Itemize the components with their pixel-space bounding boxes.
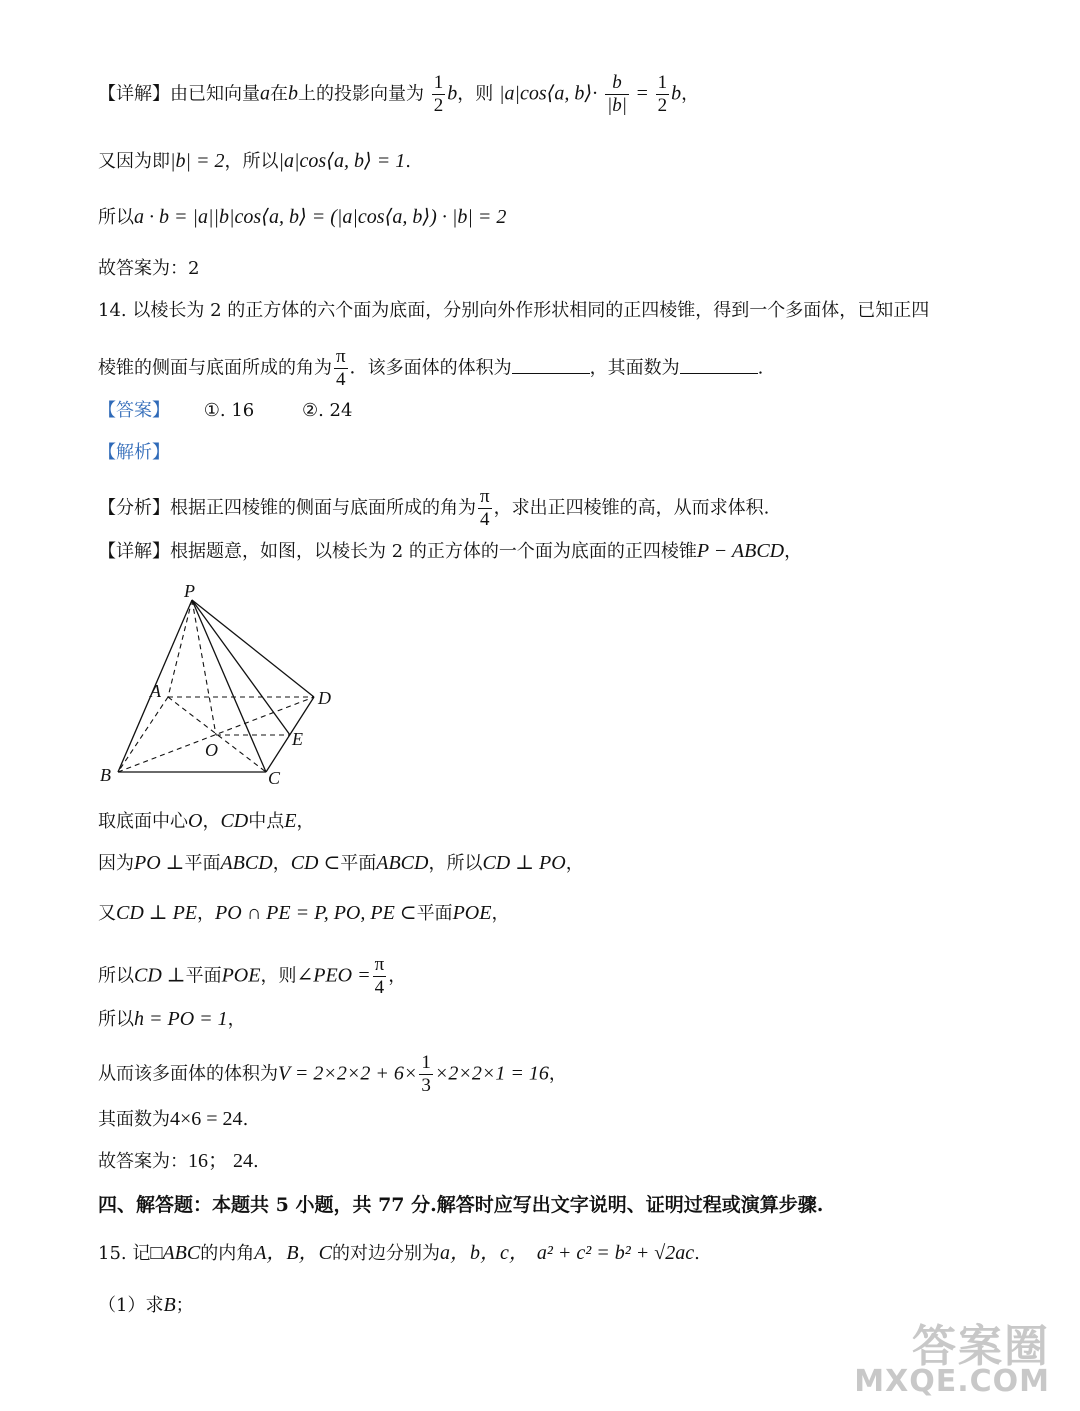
math-expr: B (163, 1294, 176, 1316)
text: 的对边分别为 (332, 1243, 440, 1264)
text: ，所以 (428, 853, 483, 874)
text: ， (202, 811, 221, 832)
math-expr: 16； 24 (188, 1150, 253, 1172)
text: 所以 (98, 965, 134, 987)
text: ，所以 (224, 151, 279, 172)
section-heading: 四、解答题：本题共 5 小题，共 77 分.解答时应写出文字说明、证明过程或演算步骤. (98, 1194, 824, 1216)
fraction: $\frac{1}{2}$ (657, 72, 668, 116)
text: 【详解】由已知向量 (98, 83, 260, 105)
text: 平面 (416, 903, 453, 924)
text: 其面数为 (98, 1109, 170, 1130)
label-O: O (205, 740, 218, 760)
solution-line-5 (98, 1004, 246, 1035)
math-expr: E (284, 810, 297, 832)
text: ， (784, 541, 803, 562)
question-14-line-2 (98, 346, 763, 391)
label-C: C (268, 768, 281, 788)
math-expr: |a|cos⟨a, b⟩· (498, 82, 598, 105)
math-expr: h = PO = 1 (134, 1008, 228, 1030)
label-P: P (184, 581, 195, 601)
math-expr: = (636, 82, 648, 105)
text: ，则 (457, 83, 494, 105)
fraction: $\frac{\pi}{4}$ (336, 346, 346, 390)
solution-line-8 (98, 1146, 259, 1177)
math-expr: 4×6 = 24 (170, 1108, 243, 1130)
solution-line-2 (98, 848, 584, 879)
text: ， (681, 83, 700, 105)
math-expr: CD ⊥ (134, 964, 186, 987)
math-expr: CD ⊥ PO (482, 852, 566, 874)
math-expr: |b| = 2 (170, 150, 225, 172)
answer-line: 故答案为：2 (98, 258, 200, 279)
math-expr: V = 2×2×2 + 6× (278, 1062, 418, 1085)
label-D: D (318, 688, 331, 708)
text: 平面 (184, 853, 221, 874)
solution-line-1 (98, 806, 314, 837)
fraction: $\frac{\pi}{4}$ (374, 954, 385, 998)
text: 棱锥的侧面与底面所成的角为 (98, 357, 332, 379)
text: 【详解】根据题意，如图，以棱长为 2 的正方体的一个面为底面的正四棱锥 (98, 541, 697, 562)
question-15-part-1 (98, 1290, 194, 1321)
detail-line-1 (98, 72, 699, 117)
detail-line-2 (98, 146, 411, 177)
fraction: $\frac{\pi}{4}$ (480, 486, 490, 530)
answer-blank (680, 355, 758, 374)
text: ，则 (260, 965, 297, 987)
pyramid-figure (95, 578, 355, 793)
text: 在 (270, 83, 288, 105)
vector-b: b (288, 82, 298, 105)
watermark-logo: 答案圈 (912, 1321, 1050, 1372)
text: 【分析】根据正四棱锥的侧面与底面所成的角为 (98, 497, 476, 519)
label-A: A (150, 681, 161, 701)
analysis-tag: 【解析】 (98, 442, 170, 463)
math-expr: POE (221, 964, 261, 987)
edge-PO (192, 600, 216, 735)
answer-1: ①. 16 (203, 400, 255, 421)
text: ，其面数为 (589, 357, 680, 379)
text: . (242, 1109, 249, 1130)
question-14-line-1: 14. 以棱长为 2 的正方体的六个面为底面，分别向外作形状相同的正四棱锥，得到一个多面体，已知正四 (98, 300, 930, 321)
vector-b: b (447, 82, 458, 105)
math-expr: POE (452, 902, 492, 924)
edge-PD (192, 600, 314, 697)
text: 因为 (98, 853, 134, 874)
detail-intro (98, 536, 802, 567)
text: 所以 (98, 1009, 134, 1030)
text: ， (388, 965, 407, 987)
text: . (405, 151, 411, 172)
label-E: E (292, 729, 303, 749)
math-expr: CD ⊥ PE (116, 902, 198, 924)
text: 又因为即 (98, 151, 170, 172)
answer-row (98, 396, 352, 426)
math-expr: PO ⊥ (134, 852, 185, 874)
analysis-line (98, 486, 769, 531)
math-expr: □ABC (150, 1242, 201, 1264)
text: 平面 (185, 965, 222, 987)
solution-line-3 (98, 898, 509, 929)
text: ， (548, 1063, 567, 1085)
label-B: B (100, 765, 111, 785)
solution-line-4 (98, 954, 406, 999)
text: . (757, 357, 764, 379)
math-expr: O (188, 810, 203, 832)
math-expr: a² + c² = b² + √2ac (536, 1242, 695, 1264)
math-expr: a，b，c， (440, 1242, 529, 1264)
question-15 (98, 1238, 700, 1269)
math-expr: ABCD (220, 852, 273, 874)
text: . (694, 1243, 700, 1264)
vector-b: b (671, 82, 682, 105)
math-expr: ∠PEO = (296, 964, 371, 987)
text: 又 (98, 903, 116, 924)
math-expr: PO ∩ PE = P, PO, PE ⊂ (215, 902, 417, 924)
text: ，求出正四棱锥的高，从而求体积. (493, 497, 770, 519)
text: . (253, 1151, 259, 1172)
text: ．该多面体的体积为 (349, 357, 512, 379)
math-expr: ABCD (376, 852, 429, 874)
math-expr: ×2×2×1 = 16 (434, 1062, 549, 1085)
answer-tag: 【答案】 (98, 400, 170, 421)
text: （1）求 (98, 1295, 164, 1316)
text: ， (296, 811, 315, 832)
solution-line-6 (98, 1052, 567, 1097)
text: 的内角 (200, 1243, 255, 1264)
math-expr: CD ⊂ (290, 852, 341, 874)
detail-line-3 (98, 202, 506, 233)
text: 中点 (248, 811, 285, 832)
text: 从而该多面体的体积为 (98, 1063, 278, 1085)
text: 平面 (340, 853, 377, 874)
text: 上的投影向量为 (298, 83, 424, 105)
edge-AB (118, 697, 168, 772)
math-expr: a · b = |a||b|cos⟨a, b⟩ = (|a|cos⟨a, b⟩) · |b| = 2 (134, 206, 507, 228)
answer-blank (512, 355, 590, 374)
text: 故答案为： (98, 1151, 188, 1172)
fraction: $\frac{1}{2}$ (433, 72, 444, 116)
fraction: $\frac{1}{3}$ (421, 1052, 431, 1096)
vector-a: a (260, 82, 270, 105)
text: ， (227, 1009, 246, 1030)
watermark-url: MXQE.COM (854, 1364, 1050, 1399)
text: ， (272, 853, 291, 874)
text: 15. 记 (98, 1243, 151, 1264)
text: ， (491, 903, 510, 924)
math-expr: CD (220, 810, 249, 832)
text: ； (175, 1295, 194, 1316)
math-expr: |a|cos⟨a, b⟩ = 1 (278, 150, 406, 172)
fraction: $\frac{b}{|b|}$ (606, 72, 627, 116)
text: 所以 (98, 207, 134, 228)
answer-2: ②. 24 (301, 400, 353, 421)
text: ， (565, 853, 584, 874)
text: ， (197, 903, 216, 924)
text: 取底面中心 (98, 811, 188, 832)
math-expr: P − ABCD (696, 540, 785, 562)
math-expr: A，B，C (254, 1242, 332, 1264)
solution-line-7 (98, 1104, 248, 1135)
